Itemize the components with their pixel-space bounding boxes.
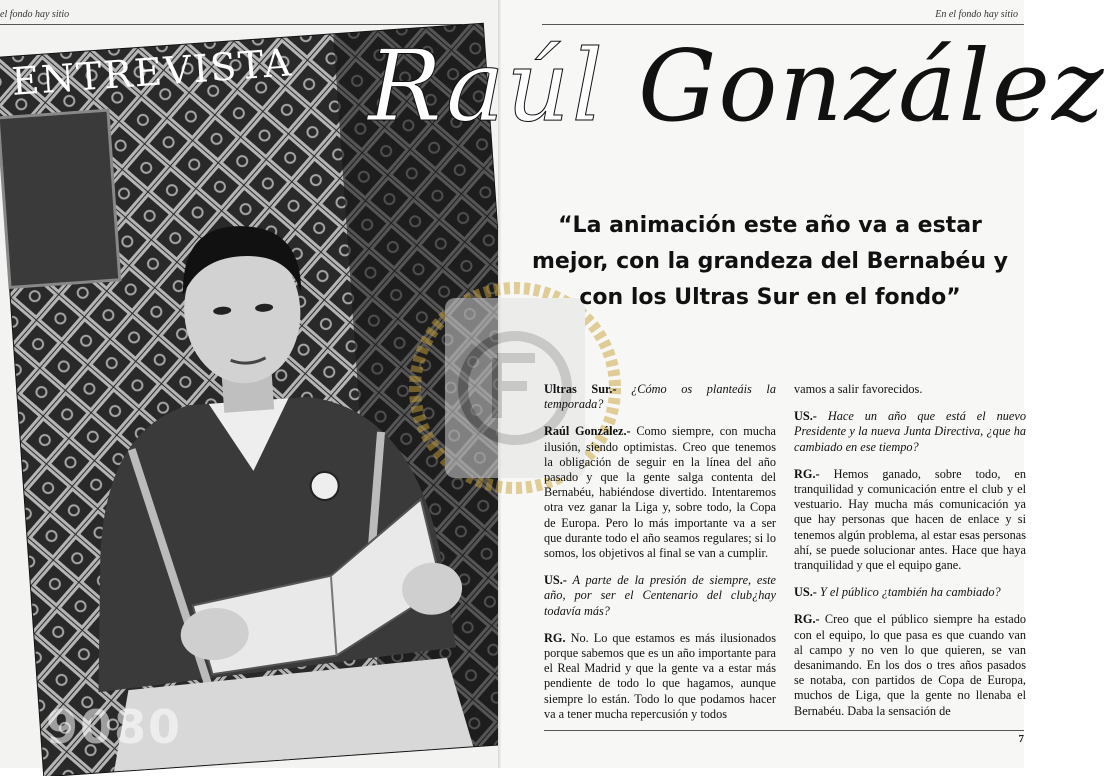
running-head-right: En el fondo hay sitio	[935, 9, 1018, 20]
interview-title	[368, 30, 1106, 144]
paragraph: RG.- Hemos ganado, sobre todo, en tranquilidad y comunicación entre el club y el vestuario. Hay mucha más comunicación ya que hay personas que hacen de enlace y si tenemos algún problema, al estar esas personas ahí, se puede solucionar antes. Hace que haya tranquilidad y que el equipo gane.	[794, 466, 1026, 573]
section-label: ENTREVISTA	[10, 40, 295, 104]
paragraph: RG. No. Lo que estamos es más ilusionados porque sabemos que es un año importante para el Real Madrid y que la gente va a estar más pendiente de todo lo que hagamos, aunque siempre lo están. Todo lo que podamos hacer va a tener mucha repercusión y todos	[544, 630, 776, 721]
text-column-2	[794, 382, 1026, 731]
paragraph: US.- Hace un año que está el nuevo Presidente y la nueva Junta Directiva, ¿que ha cambiado en ese tiempo?	[794, 409, 1026, 454]
pull-quote: “La animación este año va a estar mejor, con la grandeza del Bernabéu y con los Ultras Sur en el fondo”	[532, 213, 1008, 310]
running-head-left: el fondo hay sitio	[0, 9, 70, 20]
header-rule-right	[542, 24, 1024, 25]
text-column-1	[544, 382, 776, 734]
header-rule-left	[0, 24, 462, 25]
title-last-name: González	[638, 30, 1106, 144]
paragraph: Raúl González.- Como siempre, con mucha ilusión, siendo optimistas. Creo que tenemos la obligación de seguir en la línea del año pasado y que la gente salga contenta del Bernabéu, habiéndose divertido. Intentaremos otra vez ganar la Liga y, sobre todo, la Copa de Europa. Pero lo más importante va a ser que durante todo el año seamos regulares; si lo somos, los objetivos al final se van a cumplir.	[544, 424, 776, 561]
paragraph: vamos a salir favorecidos.	[794, 382, 923, 396]
footer-rule	[544, 730, 1024, 731]
watermark-logo-9080: 9080	[46, 700, 183, 754]
paragraph: Ultras Sur.- ¿Cómo os planteáis la temporada?	[544, 382, 776, 412]
paragraph: US.- A parte de la presión de siempre, este año, por ser el Centenario del club¿hay todavía más?	[544, 573, 776, 618]
title-first-name: Raúl	[368, 30, 605, 144]
paragraph: US.- Y el público ¿también ha cambiado?	[794, 585, 1001, 600]
paragraph: RG.- Creo que el público siempre ha estado con el equipo, lo que pasa es que cuando van al campo y no ven lo que quieren, se van desanimando. En los dos o tres años pasados se notaba, con partidos de Copa de Europa, muchos de Liga, que la gente no llenaba el Bernabéu. Daba la sensación de	[794, 612, 1026, 718]
page-number: 7	[1018, 733, 1024, 745]
